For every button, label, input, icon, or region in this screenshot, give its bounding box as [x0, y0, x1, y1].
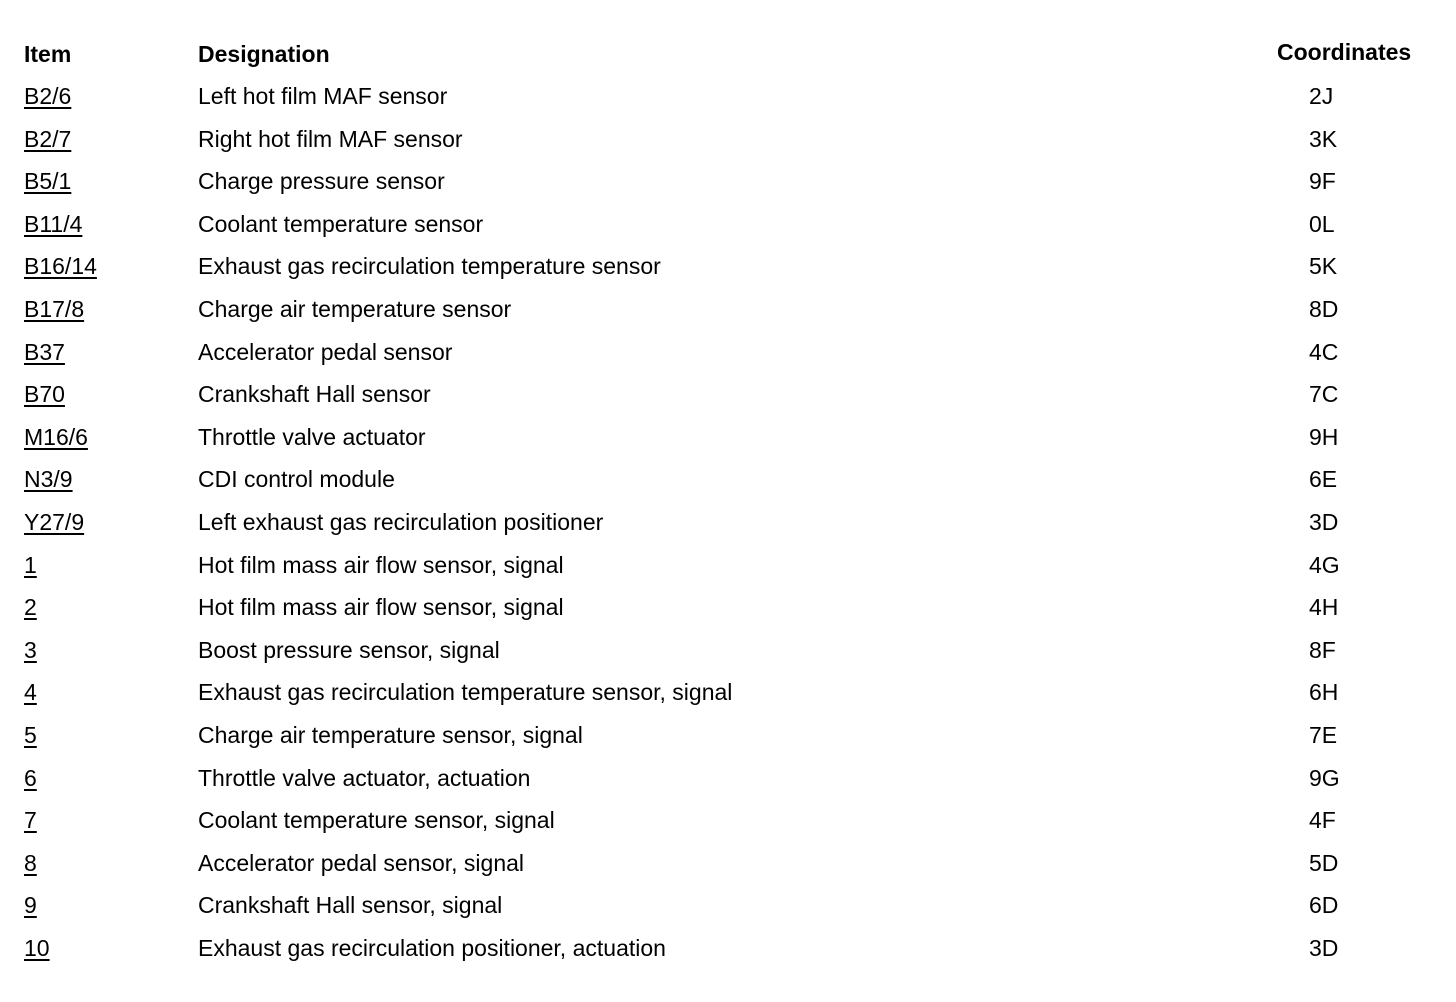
designation-text: Throttle valve actuator, actuation: [198, 764, 531, 791]
coordinates-text: 5K: [1309, 253, 1338, 280]
header-item: Item: [24, 41, 72, 67]
header-designation: Designation: [198, 41, 330, 67]
table-row: [0, 423, 1456, 466]
table-row: [0, 891, 1456, 934]
table-row: [0, 167, 1456, 210]
item-link[interactable]: 6: [24, 764, 37, 791]
designation-text: Crankshaft Hall sensor: [198, 381, 431, 408]
designation-text: Exhaust gas recirculation positioner, actuation: [198, 934, 666, 961]
item-link[interactable]: M16/6: [24, 423, 88, 450]
table-row: [0, 678, 1456, 721]
designation-text: Left hot film MAF sensor: [198, 83, 448, 109]
designation-text: Crankshaft Hall sensor, signal: [198, 892, 503, 919]
coordinates-text: 6D: [1309, 892, 1339, 919]
item-link[interactable]: 3: [24, 636, 37, 663]
designation-text: Throttle valve actuator: [198, 423, 426, 450]
coordinates-text: 3D: [1309, 508, 1339, 535]
designation-text: Charge air temperature sensor: [198, 295, 512, 322]
table-row: [0, 593, 1456, 636]
designation-text: Left exhaust gas recirculation positioner: [198, 508, 604, 535]
coordinates-text: 8D: [1309, 295, 1339, 322]
designation-text: CDI control module: [198, 466, 395, 493]
item-link[interactable]: 1: [24, 551, 37, 578]
coordinates-text: 7E: [1309, 721, 1338, 748]
table-row: [0, 551, 1456, 594]
table-row: [0, 210, 1456, 253]
designation-text: Charge air temperature sensor, signal: [198, 721, 583, 748]
designation-text: Coolant temperature sensor: [198, 210, 484, 237]
designation-text: Exhaust gas recirculation temperature sensor: [198, 253, 661, 280]
table-row: [0, 764, 1456, 807]
coordinates-text: 6H: [1309, 679, 1339, 706]
coordinates-text: 7C: [1309, 381, 1339, 408]
item-link[interactable]: B17/8: [24, 295, 85, 322]
designation-text: Exhaust gas recirculation temperature sensor, signal: [198, 679, 733, 706]
designation-text: Accelerator pedal sensor, signal: [198, 849, 525, 876]
item-link[interactable]: Y27/9: [24, 508, 85, 535]
table-body: [0, 82, 1456, 976]
coordinates-text: 9H: [1309, 423, 1339, 450]
item-link[interactable]: B70: [24, 381, 65, 408]
designation-text: Hot film mass air flow sensor, signal: [198, 551, 564, 578]
table-row: [0, 721, 1456, 764]
coordinates-text: 4G: [1309, 551, 1340, 578]
item-link[interactable]: 9: [24, 892, 37, 919]
coordinates-text: 2J: [1309, 83, 1334, 109]
item-link[interactable]: N3/9: [24, 466, 73, 493]
table-row: [0, 82, 1456, 125]
item-link[interactable]: B16/14: [24, 253, 97, 280]
coordinates-text: 0L: [1309, 210, 1335, 237]
item-link[interactable]: 7: [24, 807, 37, 834]
table-row: [0, 465, 1456, 508]
coordinates-text: 6E: [1309, 466, 1338, 493]
item-link[interactable]: B2/7: [24, 125, 72, 152]
designation-text: Charge pressure sensor: [198, 168, 445, 195]
coordinates-text: 4H: [1309, 594, 1339, 621]
table-row: [0, 636, 1456, 679]
designation-text: Coolant temperature sensor, signal: [198, 807, 555, 834]
item-link[interactable]: 4: [24, 679, 37, 706]
item-link[interactable]: B11/4: [24, 210, 83, 237]
item-link[interactable]: 2: [24, 594, 37, 621]
coordinates-text: 9G: [1309, 764, 1340, 791]
table-row: [0, 806, 1456, 849]
designation-text: Hot film mass air flow sensor, signal: [198, 594, 564, 621]
coordinates-text: 3K: [1309, 125, 1338, 152]
item-link[interactable]: 5: [24, 721, 37, 748]
designation-text: Accelerator pedal sensor: [198, 338, 453, 365]
table-row: [0, 125, 1456, 168]
coordinates-text: 4C: [1309, 338, 1339, 365]
table-row: [0, 338, 1456, 381]
item-link[interactable]: 10: [24, 934, 50, 961]
designation-text: Boost pressure sensor, signal: [198, 636, 500, 663]
table-row: [0, 849, 1456, 892]
item-link[interactable]: B37: [24, 338, 65, 365]
coordinates-text: 3D: [1309, 934, 1339, 961]
table-header: [0, 38, 1456, 70]
coordinates-text: 4F: [1309, 807, 1336, 834]
table-row: [0, 934, 1456, 977]
item-link[interactable]: 8: [24, 849, 37, 876]
table-row: [0, 295, 1456, 338]
item-link[interactable]: B5/1: [24, 168, 72, 195]
table-row: [0, 252, 1456, 295]
table-row: [0, 380, 1456, 423]
header-coordinates: Coordinates: [1277, 39, 1412, 65]
coordinates-text: 5D: [1309, 849, 1339, 876]
item-link[interactable]: B2/6: [24, 83, 72, 109]
coordinates-text: 8F: [1309, 636, 1336, 663]
coordinates-text: 9F: [1309, 168, 1336, 195]
designation-text: Right hot film MAF sensor: [198, 125, 463, 152]
table-row: [0, 508, 1456, 551]
